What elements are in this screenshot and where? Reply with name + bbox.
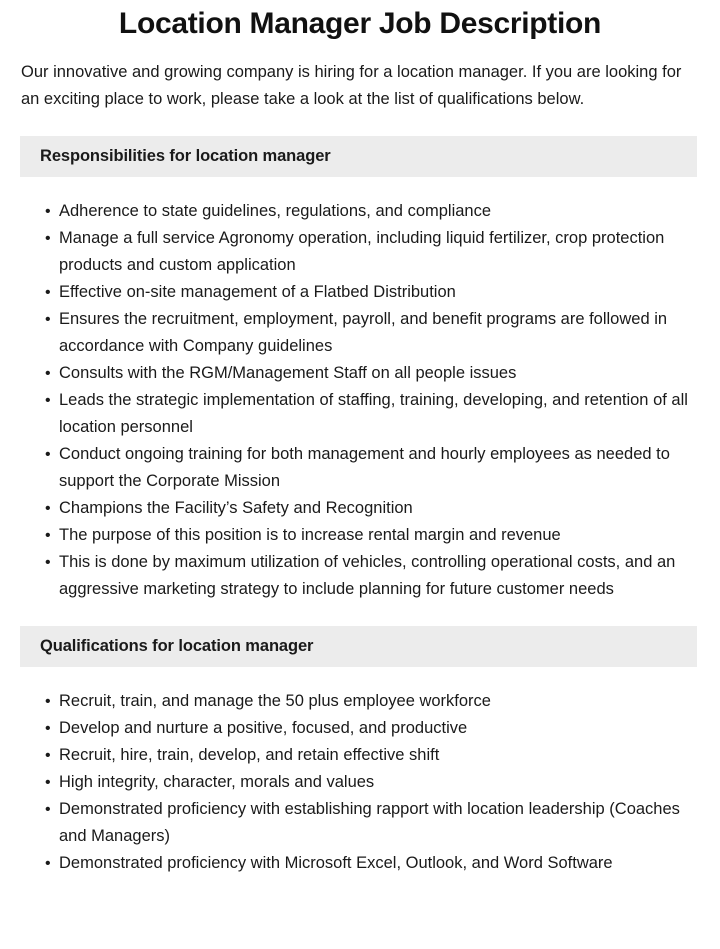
section-qualifications — [0, 626, 720, 877]
bullet-icon: • — [45, 554, 51, 571]
bullet-icon: • — [45, 311, 51, 328]
list-item-label: Consults with the RGM/Management Staff on all people issues — [59, 364, 517, 382]
list-item-label: Adherence to state guidelines, regulations, and compliance — [59, 202, 492, 220]
list-item-label: Demonstrated proficiency with Microsoft Excel, Outlook, and Word Software — [59, 854, 613, 872]
list-item-label: Recruit, hire, train, develop, and retain effective shift — [59, 746, 440, 764]
bullet-icon: • — [45, 855, 51, 872]
bullet-icon: • — [45, 500, 51, 517]
list-item-label: This is done by maximum utilization of vehicles, controlling operational costs, and an aggressive marketing strategy to include planning for future customer needs — [59, 553, 676, 598]
list-item — [45, 850, 693, 877]
list-item — [45, 742, 693, 769]
qualifications-list — [0, 667, 720, 877]
list-item — [45, 441, 693, 495]
list-item-label: Demonstrated proficiency with establishing rapport with location leadership (Coaches and Managers) — [59, 800, 680, 845]
bullet-icon: • — [45, 527, 51, 544]
bullet-icon: • — [45, 446, 51, 463]
list-item — [45, 769, 693, 796]
list-item — [45, 225, 693, 279]
list-item-label: Develop and nurture a positive, focused, and productive — [59, 719, 468, 737]
list-item-label: Recruit, train, and manage the 50 plus employee workforce — [59, 692, 491, 710]
section-header-qualifications — [20, 626, 697, 667]
list-item — [45, 549, 693, 603]
bullet-icon: • — [45, 203, 51, 220]
list-item — [45, 495, 693, 522]
bullet-icon: • — [45, 693, 51, 710]
section-heading-label: Qualifications for location manager — [40, 637, 314, 655]
bullet-icon: • — [45, 284, 51, 301]
section-heading-label: Responsibilities for location manager — [40, 147, 331, 165]
list-item-label: Effective on-site management of a Flatbed Distribution — [59, 283, 456, 301]
list-item — [45, 715, 693, 742]
bullet-icon: • — [45, 365, 51, 382]
list-item — [45, 796, 693, 850]
list-item-label: Conduct ongoing training for both management and hourly employees as needed to support the Corporate Mission — [59, 445, 670, 490]
list-item — [45, 279, 693, 306]
bullet-icon: • — [45, 392, 51, 409]
list-item-label: Ensures the recruitment, employment, payroll, and benefit programs are followed in accordance with Company guidelines — [59, 310, 668, 355]
list-item — [45, 360, 693, 387]
bullet-icon: • — [45, 720, 51, 737]
page-title: Location Manager Job Description — [118, 7, 602, 40]
list-item-label: Leads the strategic implementation of staffing, training, developing, and retention of all location personnel — [59, 391, 688, 436]
list-item-label: High integrity, character, morals and values — [59, 773, 375, 791]
bullet-icon: • — [45, 774, 51, 791]
list-item-label: Manage a full service Agronomy operation, including liquid fertilizer, crop protection products and custom application — [59, 229, 665, 274]
responsibilities-list — [0, 177, 720, 603]
intro-paragraph: Our innovative and growing company is hiring for a location manager. If you are looking for an exciting place to work, please take a look at the list of qualifications below. — [21, 63, 682, 108]
list-item — [45, 387, 693, 441]
list-item — [45, 306, 693, 360]
list-item — [45, 522, 693, 549]
list-item-label: Champions the Facility’s Safety and Recognition — [59, 499, 413, 517]
list-item — [45, 688, 693, 715]
section-header-responsibilities — [20, 136, 697, 177]
bullet-icon: • — [45, 230, 51, 247]
bullet-icon: • — [45, 747, 51, 764]
section-responsibilities — [0, 136, 720, 603]
bullet-icon: • — [45, 801, 51, 818]
list-item — [45, 198, 693, 225]
list-item-label: The purpose of this position is to increase rental margin and revenue — [59, 526, 561, 544]
